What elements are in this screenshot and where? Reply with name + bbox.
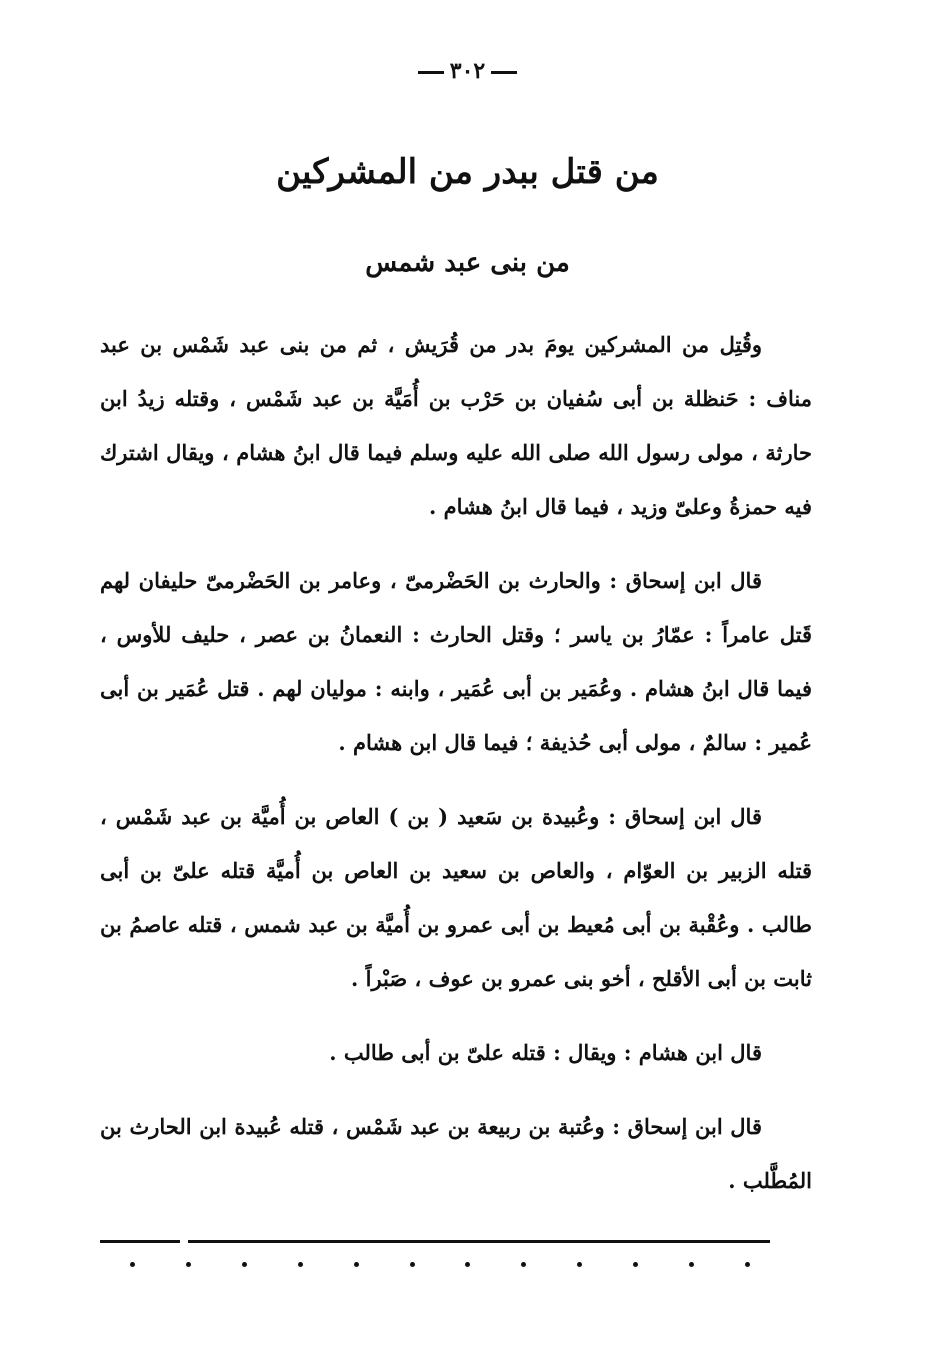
body-text xyxy=(100,318,812,1228)
page-number-dash-left xyxy=(418,71,444,74)
paragraph-4: قال ابن هشام : ويقال : قتله علىّ بن أبى طالب . xyxy=(329,1040,762,1065)
footer-dot xyxy=(354,1262,359,1267)
footer-dot xyxy=(577,1262,582,1267)
footer-rule-long xyxy=(188,1240,770,1243)
page-number xyxy=(412,58,523,84)
paragraph-1: وقُتِل من المشركين يومَ بدر من قُرَيش ، ثم من بنى عبد شَمْس بن عبد مناف : حَنظلة بن أبى سُفيان بن حَرْب بن أُمَيَّة بن عبد شَمْس ، وقتله زيدُ ابن حارثة ، مولى رسول الله صلى الله عليه وسلم فيما قال ابنُ هشام ، ويقال اشترك فيه حمزةُ وعلىّ وزيد ، فيما قال ابنُ هشام . xyxy=(100,332,812,519)
footer-dot xyxy=(242,1262,247,1267)
page-number-area xyxy=(0,58,935,84)
footer-dot xyxy=(186,1262,191,1267)
footer-dot xyxy=(298,1262,303,1267)
footer-dot xyxy=(521,1262,526,1267)
chapter-title: من قتل ببدر من المشركين xyxy=(276,152,659,192)
paragraph-2: قال ابن إسحاق : والحارث بن الحَضْرمىّ ، وعامر بن الحَضْرمىّ حليفان لهم قَتل عامراً : عمّارُ بن ياسر ؛ وقتل الحارث : النعمانُ بن عصر ، حليف للأوس ، فيما قال ابنُ هشام . وعُمَير بن أبى عُمَير ، وابنه : موليان لهم . قتل عُمَير بن أبى عُمير : سالمٌ ، مولى أبى حُذيفة ؛ فيما قال ابن هشام . xyxy=(100,568,812,755)
footer-rule-short xyxy=(100,1240,180,1243)
footer-dot xyxy=(745,1262,750,1267)
footer-dot xyxy=(465,1262,470,1267)
section-subtitle: من بنى عبد شمس xyxy=(365,248,570,278)
footer-dot-row xyxy=(130,1262,750,1267)
page-number-dash-right xyxy=(491,71,517,74)
footer-dot xyxy=(689,1262,694,1267)
footer-rule xyxy=(100,1240,770,1246)
footer-dot xyxy=(633,1262,638,1267)
footer-dot xyxy=(130,1262,135,1267)
page-number-text: ٣٠٢ xyxy=(449,58,486,84)
footer-dot xyxy=(410,1262,415,1267)
paragraph-3: قال ابن إسحاق : وعُبيدة بن سَعيد ( بن ) العاص بن أُميَّة بن عبد شَمْس ، قتله الزبير بن العوّام ، والعاص بن سعيد بن العاص بن أُميَّة قتله علىّ بن أبى طالب . وعُقْبة بن أبى مُعيط بن أبى عمرو بن أُميَّة بن عبد شمس ، قتله عاصمُ بن ثابت بن أبى الأقلح ، أخو بنى عمرو بن عوف ، صَبْراً . xyxy=(100,804,812,991)
paragraph-5: قال ابن إسحاق : وعُتبة بن ربيعة بن عبد شَمْس ، قتله عُبيدة ابن الحارث بن المُطَّلب . xyxy=(100,1114,812,1193)
